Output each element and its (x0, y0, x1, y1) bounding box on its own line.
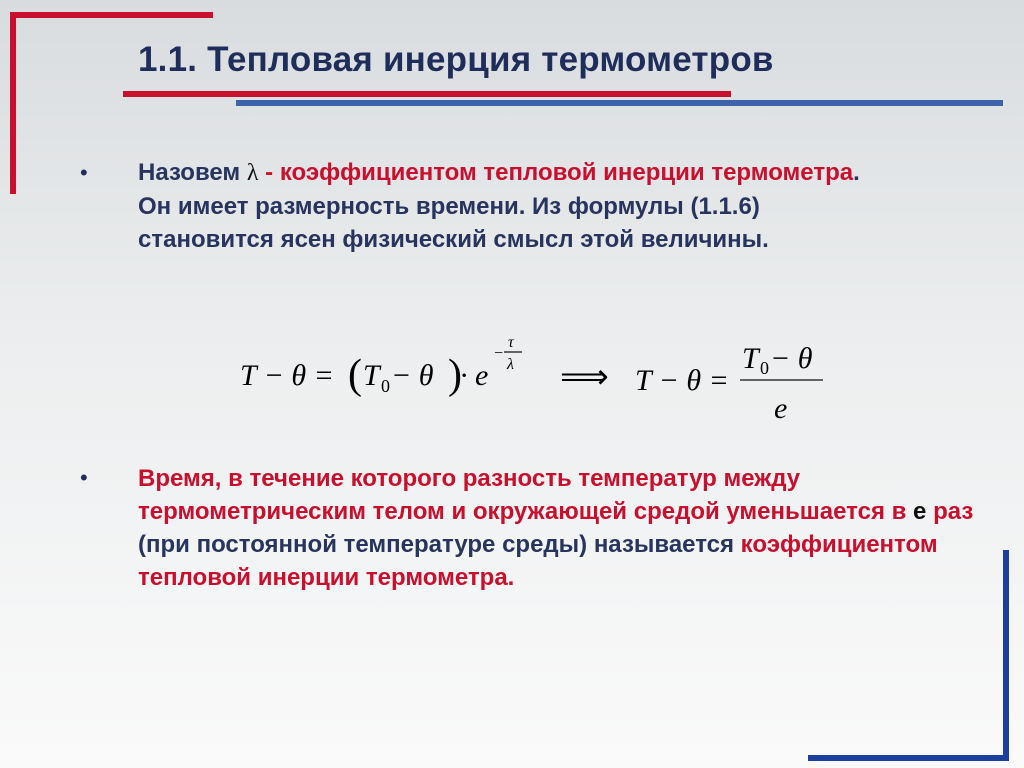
formula-result (550, 340, 850, 435)
formula-exponent-minus: − (493, 345, 504, 362)
formula-exponent-tau: τ (508, 334, 514, 351)
para2-text-dark: (при постоянной температуре среды) называется (138, 531, 741, 558)
title-red-underline (123, 91, 731, 97)
formula-exponential (238, 330, 538, 405)
formula-T0-T: T (363, 359, 380, 392)
red-frame-vertical-line (10, 12, 16, 194)
para1-dash: - (258, 159, 280, 186)
para2-letter-e: е (913, 498, 927, 525)
para1-text-rest: . Он имеет размерность времени. Из формулы (1.1.6) становится ясен физический смысл этой величины. (138, 159, 860, 253)
para2-times-word: раз (926, 498, 974, 525)
formula-numerator-T: T (742, 342, 759, 375)
para2-text-red: Время, в течение которого разность температур между термометрическим телом и окружающей средой уменьшается в (138, 465, 914, 525)
bullet-marker-1: • (80, 160, 88, 185)
formula-numerator-rest: − θ (770, 342, 813, 375)
para1-term-highlight: коэффициентом тепловой инерции термометра (279, 159, 854, 186)
slide-title: 1.1. Тепловая инерция термометров (138, 40, 774, 79)
formula-denominator-e: e (774, 392, 788, 425)
blue-frame-bottom-line (808, 755, 1009, 761)
title-blue-underline (236, 100, 1003, 106)
formula-exponent-lambda: λ (507, 356, 514, 373)
formula-numerator-subscript: 0 (760, 358, 769, 378)
blue-frame-vertical-line (1003, 550, 1009, 761)
formula-T0-subscript: 0 (381, 376, 390, 396)
formula-right-lhs: T − θ = (635, 364, 729, 397)
formula-paren-open: ( (348, 352, 362, 398)
formula-left-lhs: T − θ = (240, 359, 334, 392)
red-frame-top-line (10, 12, 213, 18)
bullet-marker-2: • (80, 465, 88, 490)
formula-paren-close: ) (448, 352, 462, 398)
paragraph-definition (138, 156, 898, 256)
para1-text-intro: Назовем (138, 159, 247, 186)
formula-result-svg (550, 340, 850, 430)
para2-term-highlight: коэффициентом тепловой инерции термометра. (138, 531, 938, 591)
implies-arrow: ⟹ (560, 357, 609, 397)
formula-minus-theta: − θ (391, 359, 434, 392)
formula-times-e: · e (460, 359, 489, 392)
formula-exponential-svg (238, 330, 538, 400)
paragraph-time-definition (138, 462, 988, 594)
lambda-symbol: λ (246, 160, 259, 186)
